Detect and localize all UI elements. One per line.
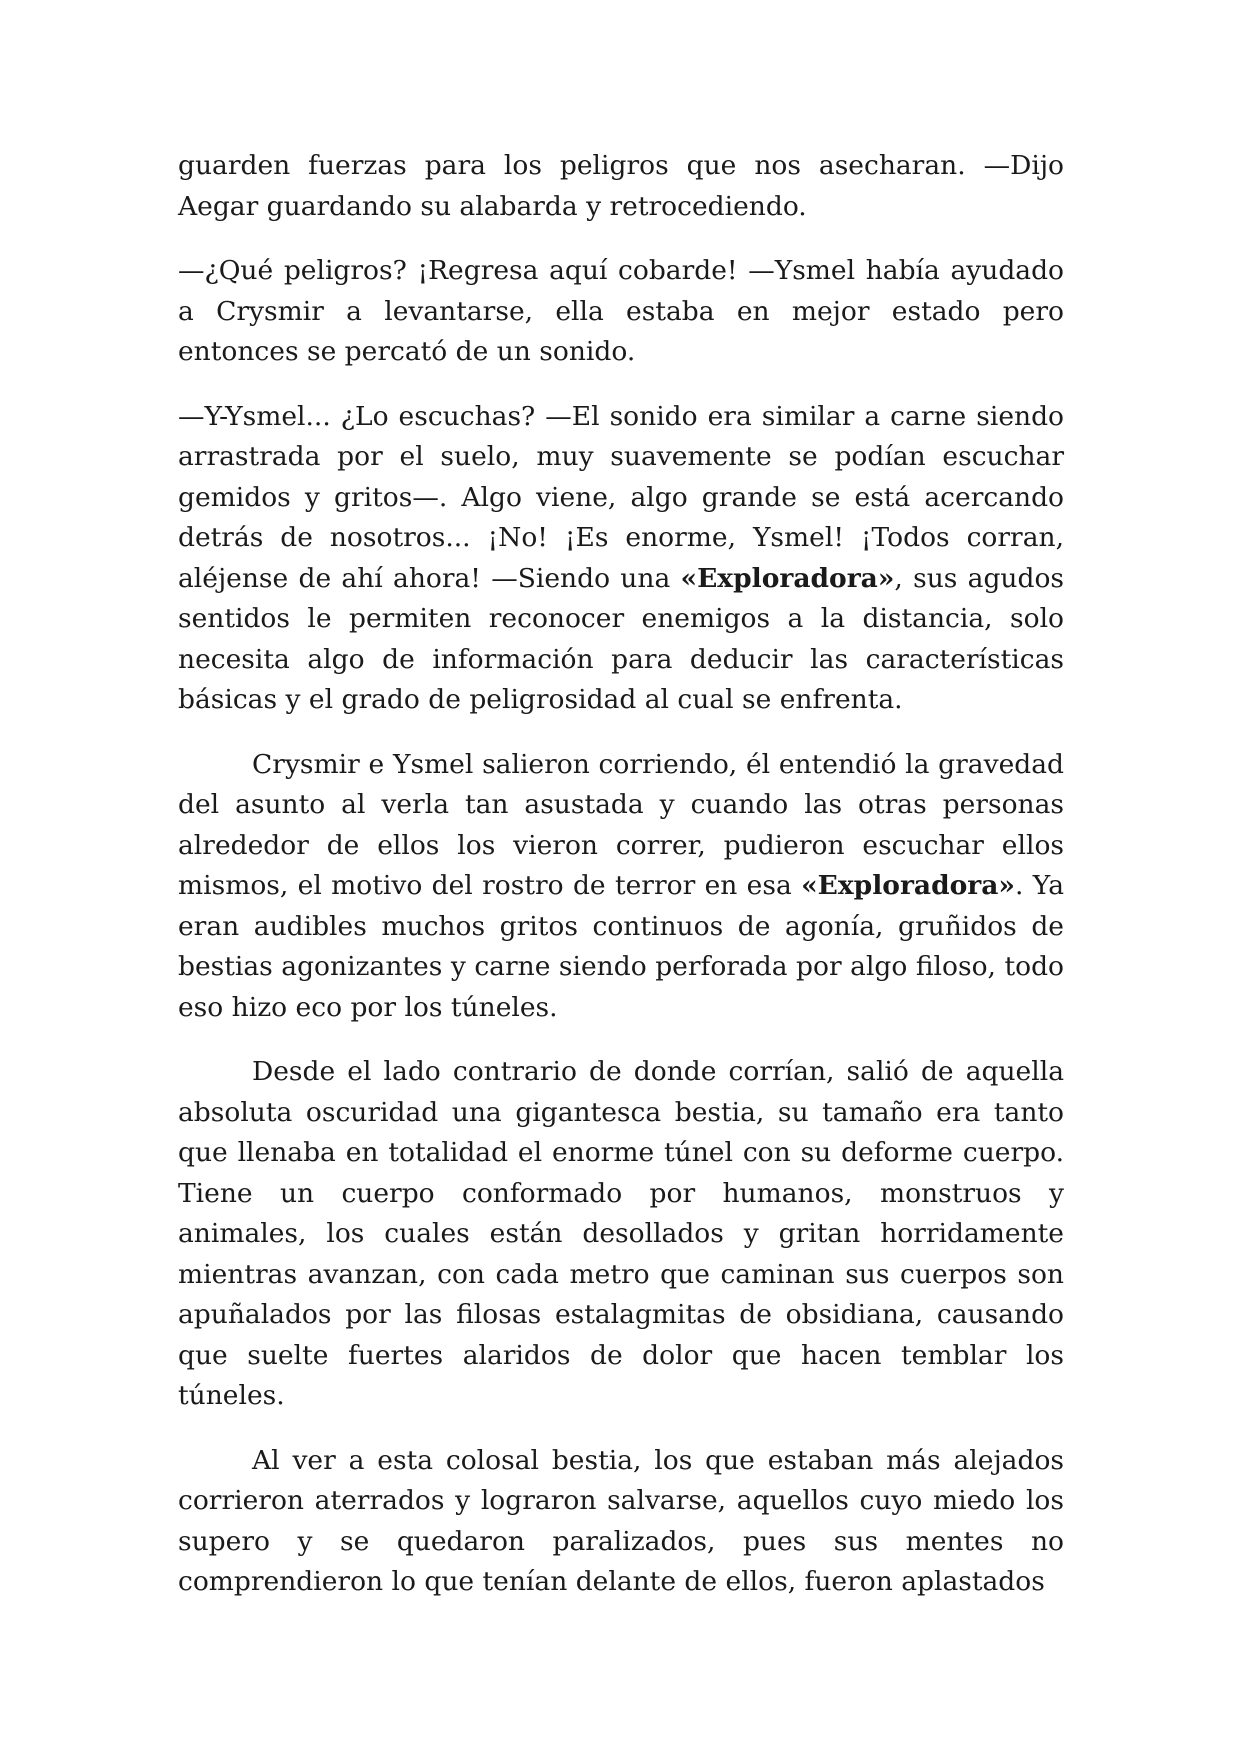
paragraph-text: guarden fuerzas para los peligros que nos asecharan. —Dijo Aegar guardando su alabarda y retrocediendo. [178, 150, 1064, 222]
emphasis-term: «Exploradora» [680, 562, 895, 594]
emphasis-term: «Exploradora» [801, 870, 1015, 901]
paragraph-5 [178, 1052, 1064, 1417]
paragraph-1 [178, 146, 1064, 227]
paragraph-text: Crysmir e Ysmel salieron corriendo, él entendió la gravedad del asunto al verla tan asustada y cuando las otras personas alrededor de ellos los vieron correr, pudieron escuchar ellos mismos, el motivo del rostro de terror en esa [178, 748, 1064, 901]
paragraph-3 [178, 397, 1064, 721]
paragraph-text: Desde el lado contrario de donde corrían, salió de aquella absoluta oscuridad una gigantesca bestia, su tamaño era tanto que llenaba en totalidad el enorme túnel con su deforme cuerpo. Tiene un cuerpo conformado por humanos, monstruos y animales, los cuales están desollados y gritan horridamente mientras avanzan, con cada metro que caminan sus cuerpos son apuñalados por las filosas estalagmitas de obsidiana, causando que suelte fuertes alaridos de dolor que hacen temblar los túneles. [178, 1056, 1064, 1411]
paragraph-6 [178, 1441, 1064, 1603]
paragraph-text: . Ya eran audibles muchos gritos continuos de agonía, gruñidos de bestias agonizantes y carne siendo perforada por algo filoso, todo eso hizo eco por los túneles. [178, 870, 1064, 1023]
paragraph-4 [178, 745, 1064, 1029]
body-text [178, 146, 1064, 1627]
paragraph-text: , sus agudos sentidos le permiten reconocer enemigos a la distancia, solo necesita algo de información para deducir las características básicas y el grado de peligrosidad al cual se enfrenta. [178, 562, 1064, 715]
paragraph-2 [178, 251, 1064, 373]
paragraph-text: Al ver a esta colosal bestia, los que estaban más alejados corrieron aterrados y lograron salvarse, aquellos cuyo miedo los supero y se quedaron paralizados, pues sus mentes no comprendieron lo que tenían delante de ellos, fueron aplastados [178, 1444, 1064, 1597]
paragraph-text: —¿Qué peligros? ¡Regresa aquí cobarde! —Ysmel había ayudado a Crysmir a levantarse, ella estaba en mejor estado pero entonces se percató de un sonido. [178, 255, 1064, 367]
paragraph-text: —Y-Ysmel... ¿Lo escuchas? —El sonido era similar a carne siendo arrastrada por el suelo, muy suavemente se podían escuchar gemidos y gritos—. Algo viene, algo grande se está acercando detrás de nosotros... ¡No! ¡Es enorme, Ysmel! ¡Todos corran, aléjense de ahí ahora! —Siendo una [178, 400, 1064, 594]
